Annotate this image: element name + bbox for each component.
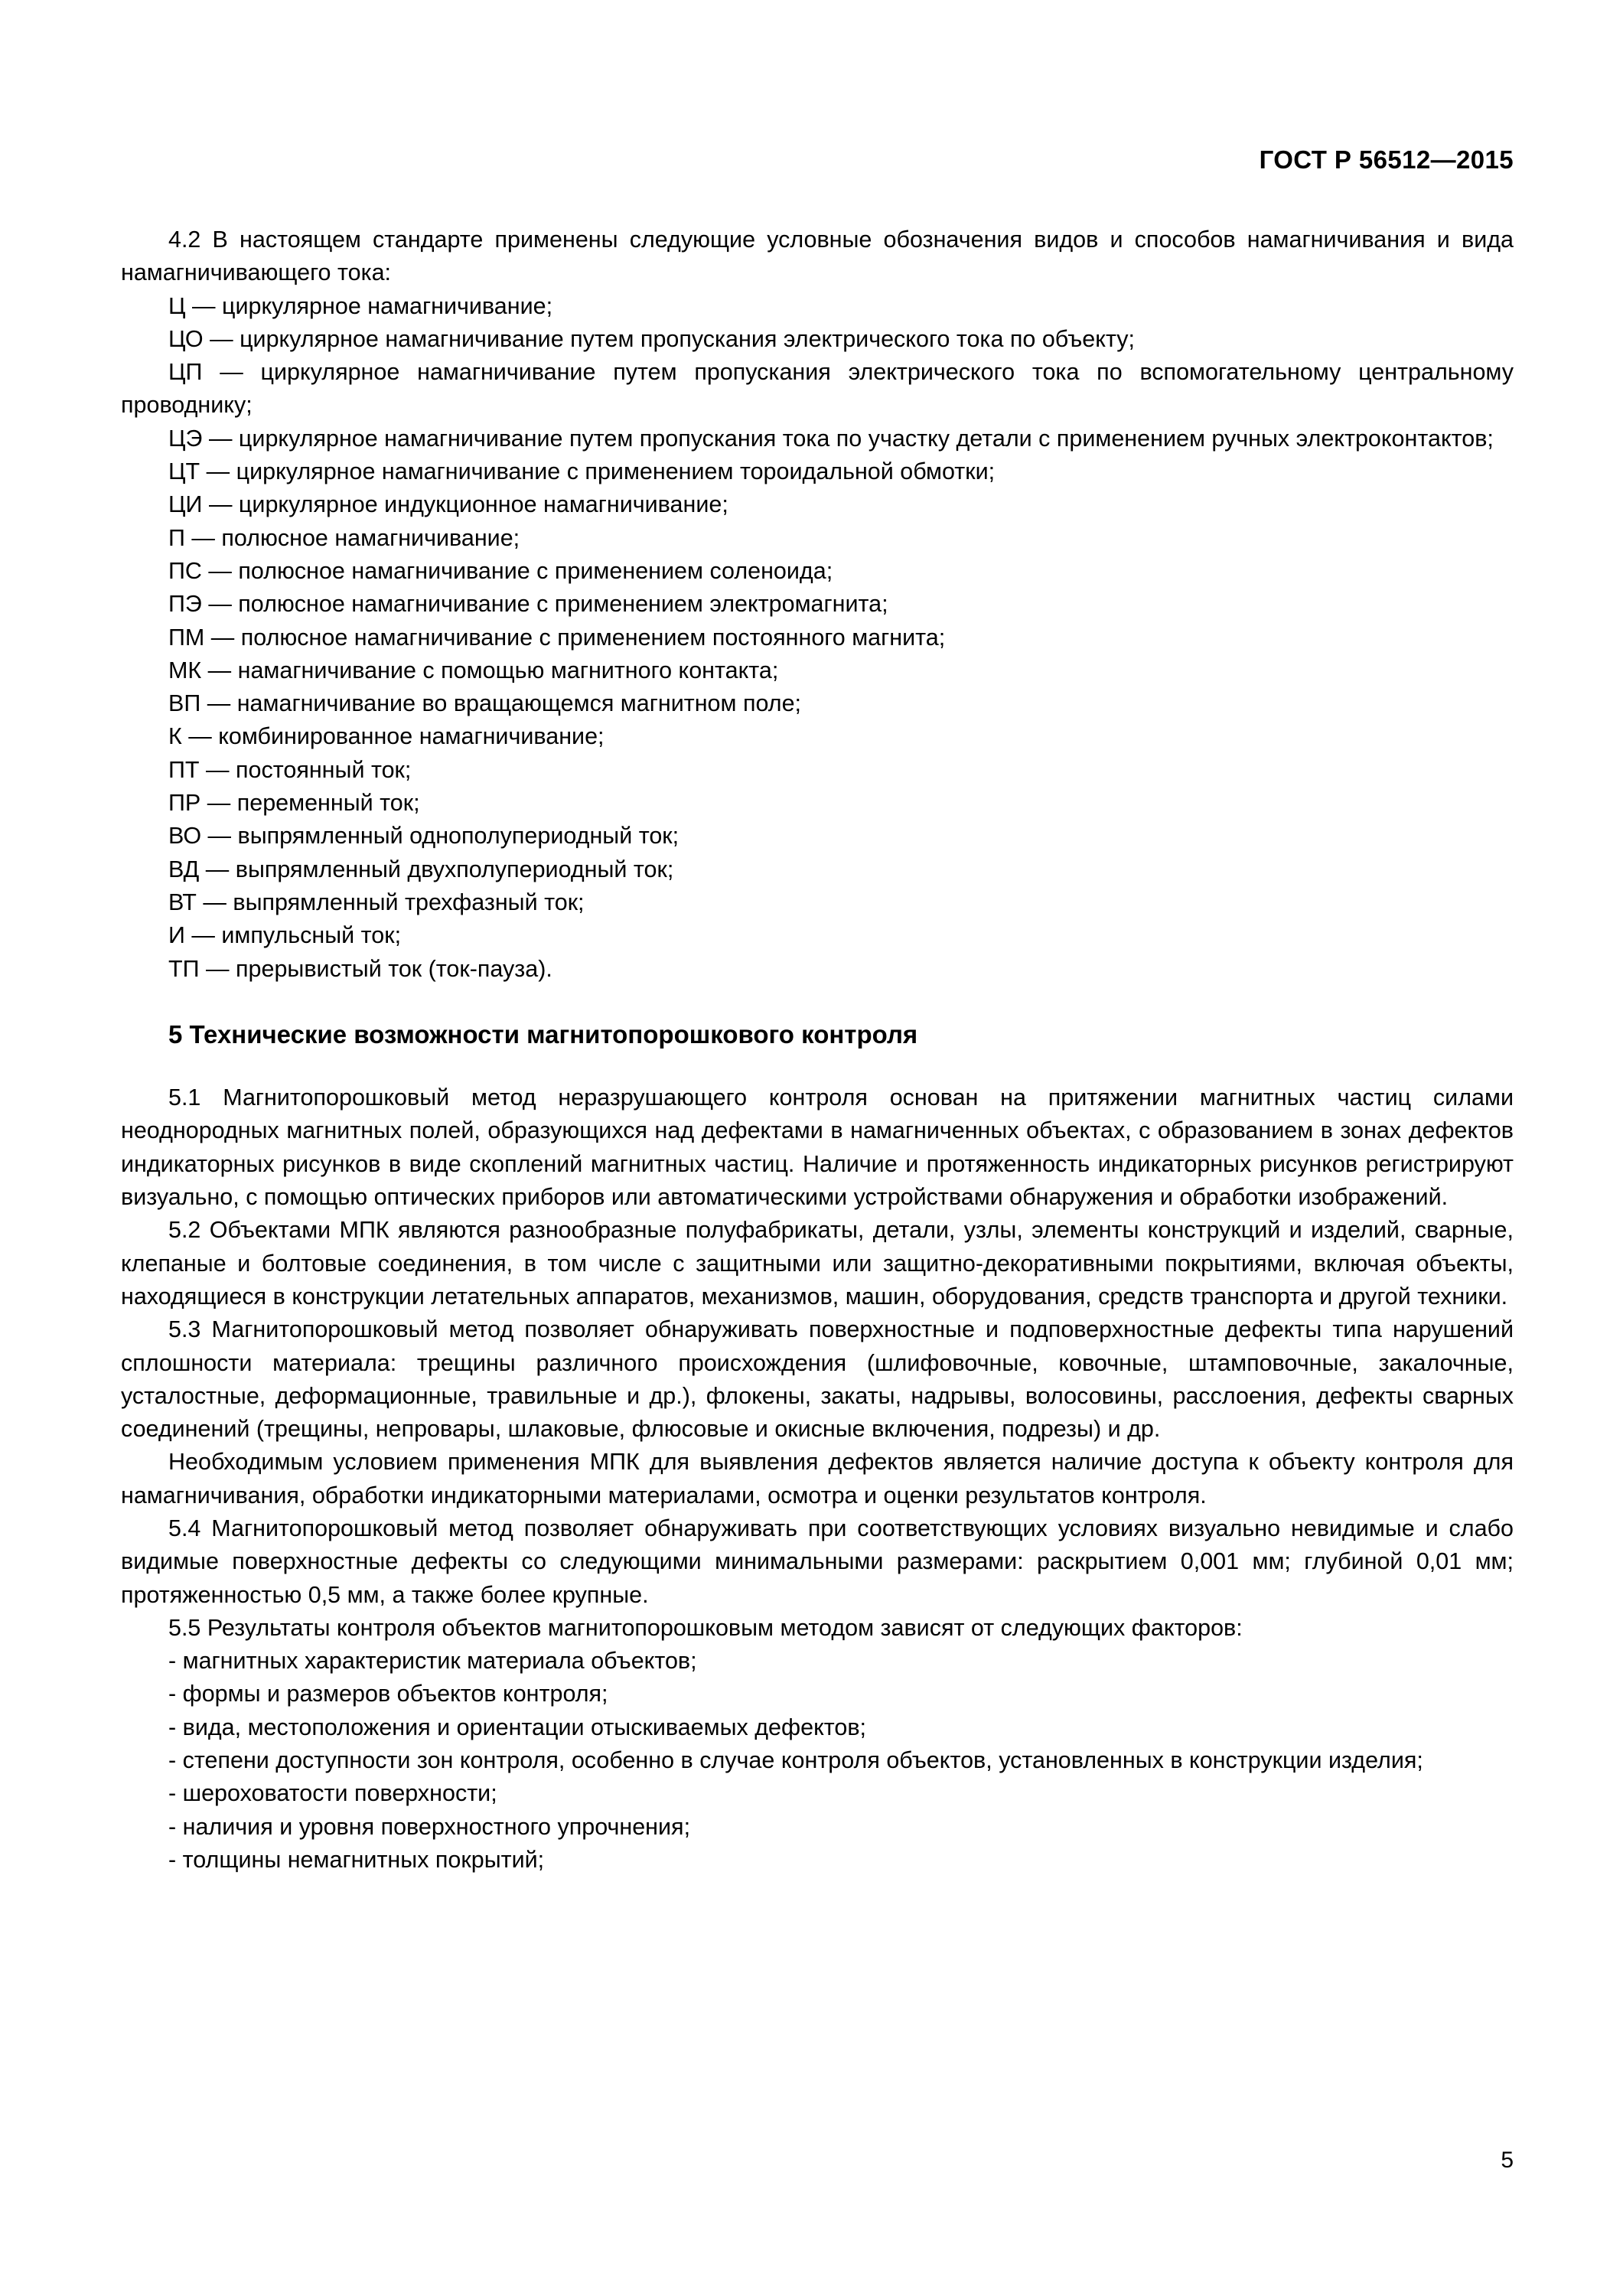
abbreviation-item: ВП — намагничивание во вращающемся магнитном поле; bbox=[168, 690, 801, 717]
abbreviation-item: ВО — выпрямленный однополупериодный ток; bbox=[168, 823, 680, 850]
abbreviation-item: МК — намагничивание с помощью магнитного контакта; bbox=[168, 657, 779, 683]
page-header-standard-number: ГОСТ Р 56512—2015 bbox=[1259, 145, 1514, 174]
abbreviation-item: ЦО — циркулярное намагничивание путем пропускания электрического тока по объекту; bbox=[168, 325, 1135, 352]
clause-5-2-paragraph: 5.2 Объектами МПК являются разнообразные полуфабрикаты, детали, узлы, элементы конструкций и изделий, сварные, клепаные и болтовые соединения, в том числе с защитными или защитно-декоративными покрытиями, включая объекты, находящиеся в конструкции летательных аппаратов, механизмов, машин, оборудования, средств транспорта и другой техники. bbox=[121, 1217, 1514, 1309]
factor-list-item: - наличия и уровня поверхностного упрочнения; bbox=[168, 1813, 691, 1840]
abbreviation-item: ПР — переменный ток; bbox=[168, 790, 420, 817]
page-body bbox=[121, 223, 1514, 1877]
clause-5-5-paragraph: 5.5 Результаты контроля объектов магнитопорошковым методом зависят от следующих факторов: bbox=[168, 1614, 1243, 1641]
clause-5-3-note-paragraph: Необходимым условием применения МПК для выявления дефектов является наличие доступа к объекту контроля для намагничивания, обработки индикаторными материалами, осмотра и оценки результатов контроля. bbox=[121, 1449, 1514, 1508]
factor-list-item: - формы и размеров объектов контроля; bbox=[168, 1681, 608, 1707]
clause-5-1-paragraph: 5.1 Магнитопорошковый метод неразрушающего контроля основан на притяжении магнитных частиц силами неоднородных магнитных полей, образующихся над дефектами в намагниченных объектах, с образованием в зонах дефектов индикаторных рисунков в виде скоплений магнитных частиц. Наличие и протяженность индикаторных рисунков регистрируют визуально, с помощью оптических приборов или автоматическими устройствами обнаружения и обработки изображений. bbox=[121, 1084, 1514, 1211]
page-number: 5 bbox=[1501, 2148, 1514, 2173]
abbreviation-item: ПТ — постоянный ток; bbox=[168, 756, 412, 783]
clause-4-2-intro: 4.2 В настоящем стандарте применены следующие условные обозначения видов и способов намагничивания и вида намагничивающего тока: bbox=[121, 227, 1514, 286]
abbreviation-item: И — импульсный ток; bbox=[168, 922, 402, 949]
abbreviation-item: ЦП — циркулярное намагничивание путем пропускания электрического тока по вспомогательному центральному проводнику; bbox=[121, 359, 1514, 419]
abbreviation-item: ВТ — выпрямленный трехфазный ток; bbox=[168, 889, 585, 915]
spacer bbox=[121, 1051, 1514, 1081]
abbreviation-item: П — полюсное намагничивание; bbox=[168, 524, 520, 551]
factor-list-item: - степени доступности зон контроля, особенно в случае контроля объектов, установленных в конструкции изделия; bbox=[168, 1747, 1423, 1774]
factor-list-item: - шероховатости поверхности; bbox=[168, 1780, 497, 1807]
factor-list-item: - толщины немагнитных покрытий; bbox=[168, 1846, 545, 1873]
section-5-heading: 5 Технические возможности магнитопорошкового контроля bbox=[168, 1019, 918, 1049]
spacer bbox=[121, 986, 1514, 1018]
clause-5-4-paragraph: 5.4 Магнитопорошковый метод позволяет обнаруживать при соответствующих условиях визуально невидимые и слабо видимые поверхностные дефекты со следующими минимальными размерами: раскрытием 0,001 мм; глубиной 0,01 мм; протяженностью 0,5 мм, а также более крупные. bbox=[121, 1515, 1514, 1608]
factor-list-item: - магнитных характеристик материала объектов; bbox=[168, 1648, 697, 1675]
abbreviation-item: ЦТ — циркулярное намагничивание с применением тороидальной обмотки; bbox=[168, 458, 996, 485]
abbreviation-item: ЦИ — циркулярное индукционное намагничивание; bbox=[168, 491, 728, 518]
abbreviation-item: ЦЭ — циркулярное намагничивание путем пропускания тока по участку детали с применением ручных электроконтактов; bbox=[168, 425, 1494, 452]
abbreviation-item: ПС — полюсное намагничивание с применением соленоида; bbox=[168, 557, 833, 584]
abbreviation-item: К — комбинированное намагничивание; bbox=[168, 723, 605, 750]
abbreviation-item: ТП — прерывистый ток (ток-пауза). bbox=[168, 955, 552, 982]
abbreviation-item: ПМ — полюсное намагничивание с применением постоянного магнита; bbox=[168, 624, 946, 651]
abbreviation-item: Ц — циркулярное намагничивание; bbox=[168, 292, 553, 319]
abbreviation-item: ВД — выпрямленный двухполупериодный ток; bbox=[168, 856, 674, 882]
abbreviation-item: ПЭ — полюсное намагничивание с применением электромагнита; bbox=[168, 591, 888, 618]
factor-list-item: - вида, местоположения и ориентации отыскиваемых дефектов; bbox=[168, 1714, 867, 1740]
clause-5-3-paragraph: 5.3 Магнитопорошковый метод позволяет обнаруживать поверхностные и подповерхностные дефекты типа нарушений сплошности материала: трещины различного происхождения (шлифовочные, ковочные, штамповочные, закалочные, усталостные, деформационные, травильные и др.), флокены, закаты, надрывы, волосовины, расслоения, дефекты сварных соединений (трещины, непровары, шлаковые, флюсовые и окисные включения, подрезы) и др. bbox=[121, 1316, 1514, 1443]
